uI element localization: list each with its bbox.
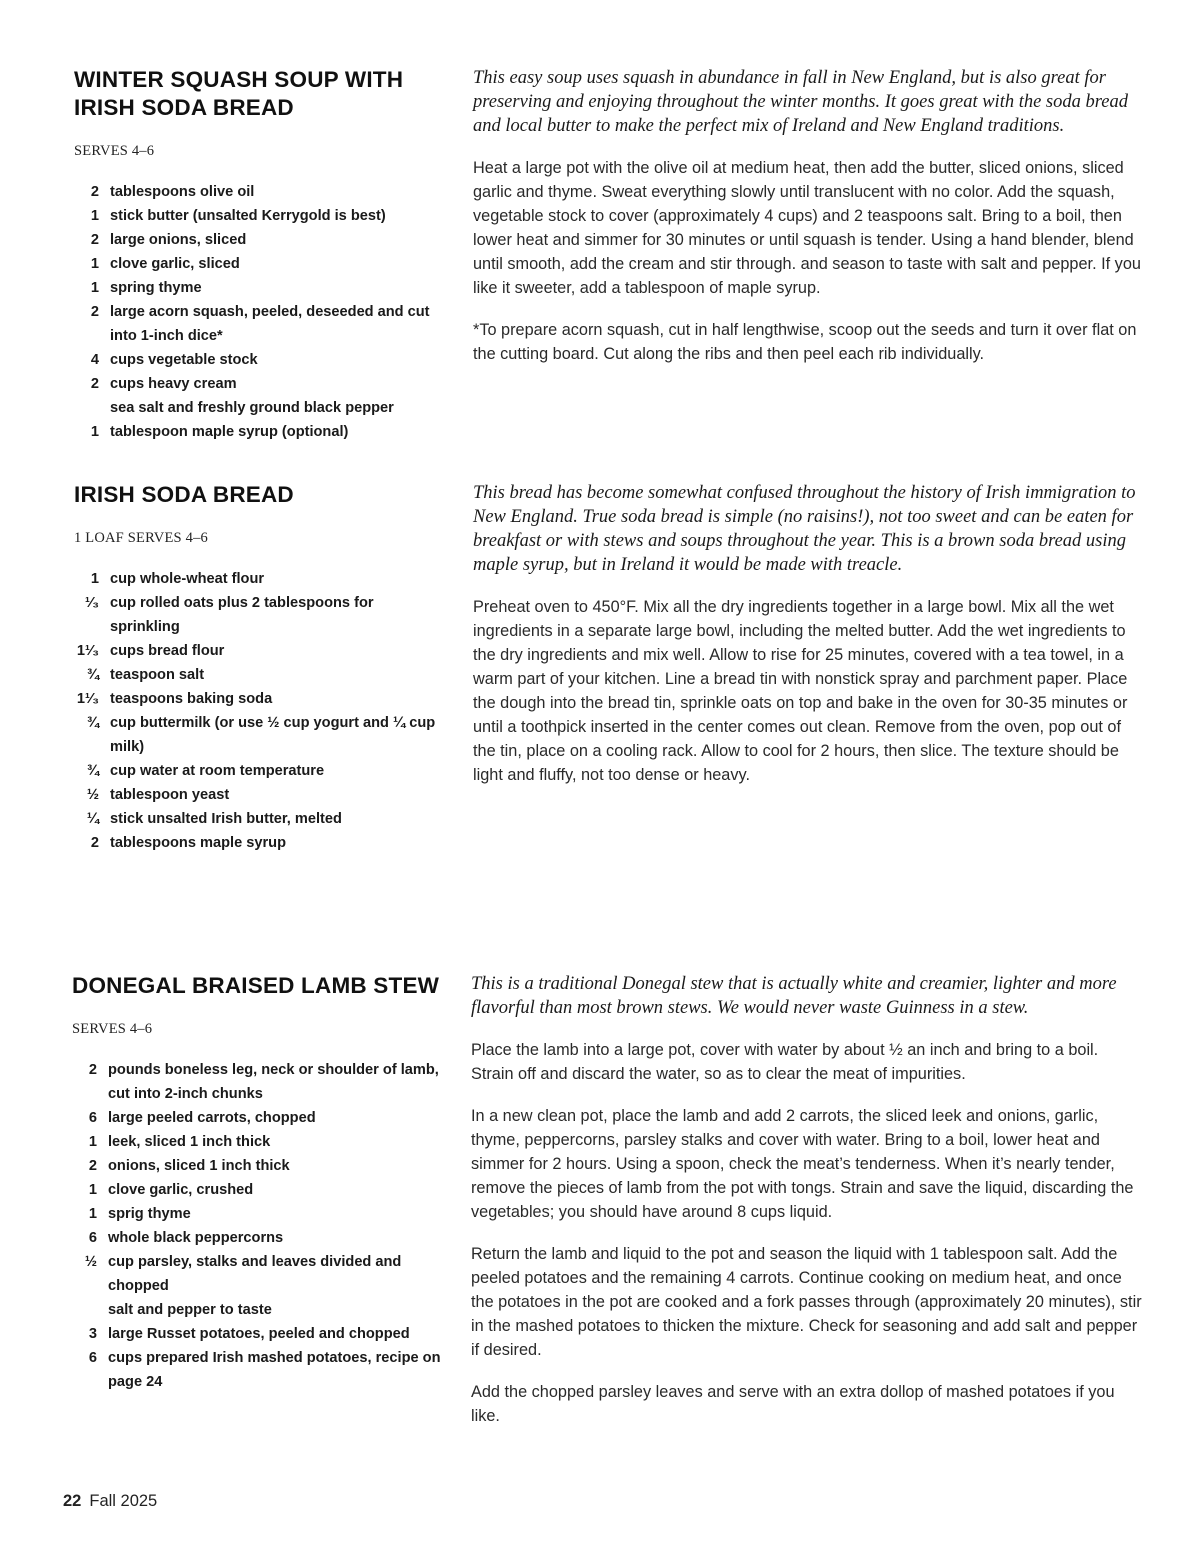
ingredient-text: salt and pepper to taste — [108, 1302, 272, 1318]
ingredient-quantity: 2 — [90, 304, 99, 320]
ingredient-quantity: ½ — [84, 1254, 97, 1270]
ingredient-item — [72, 1322, 444, 1346]
ingredient-text: cups vegetable stock — [110, 352, 258, 368]
ingredient-quantity: 2 — [90, 184, 99, 200]
recipe-title: WINTER SQUASH SOUP WITH IRISH SODA BREAD — [74, 67, 404, 120]
ingredient-text: cup whole-wheat flour — [110, 571, 265, 587]
ingredient-item — [74, 228, 446, 252]
ingredient-quantity: ¼ — [86, 811, 99, 827]
ingredient-text: cups bread flour — [110, 643, 225, 659]
ingredient-quantity — [72, 1298, 108, 1322]
issue-label: Fall 2025 — [89, 1492, 158, 1510]
ingredient-item — [74, 783, 446, 807]
ingredient-quantity: 1 — [88, 1206, 97, 1222]
ingredient-text: clove garlic, sliced — [110, 256, 240, 272]
ingredient-item — [74, 372, 446, 396]
ingredient-text: stick butter (unsalted Kerrygold is best) — [110, 208, 386, 224]
ingredient-quantity: 1 — [90, 256, 99, 272]
ingredient-text: cups heavy cream — [110, 376, 237, 392]
ingredient-item — [74, 567, 446, 591]
ingredient-quantity: 1 — [88, 1134, 97, 1150]
ingredient-text: tablespoons olive oil — [110, 184, 255, 200]
method-paragraph: In a new clean pot, place the lamb and add 2 carrots, the sliced leek and onions, garlic, thyme, peppercorns, parsley stalks and cover with water. Bring to a boil, lower heat and simmer for 2 hours. Using a spoon, check the meat’s tenderness. When it’s nearly tender, remove the pieces of lamb from the pot with tongs. Strain and save the liquid, discarding the vegetables; you should have around 8 cups liquid. — [471, 1107, 1134, 1221]
method-paragraph: Heat a large pot with the olive oil at medium heat, then add the butter, sliced onions, sliced garlic and thyme. Sweat everything slowly until translucent with no color. Add the squash, vegetable stock to cover (approximately 4 cups) and 2 teaspoons salt. Bring to a boil, then lower heat and simmer for 30 minutes or until squash is tender. Using a hand blender, blend until smooth, add the cream and stir through. and season to taste with salt and pepper. If you like it sweeter, add a tablespoon of maple syrup. — [473, 159, 1141, 297]
ingredient-quantity: 2 — [88, 1158, 97, 1174]
method-paragraph: Return the lamb and liquid to the pot and season the liquid with 1 tablespoon salt. Add the peeled potatoes and the remaining 4 carrots. Continue cooking on medium heat, and once the potatoes in the pot are cooked and a fork passes through (approximately 20 minutes), stir in the mashed potatoes to thicken the mixture. Check for seasoning and add salt and pepper if desired. — [471, 1245, 1142, 1359]
ingredient-text: tablespoon maple syrup (optional) — [110, 424, 349, 440]
ingredient-item — [72, 1154, 444, 1178]
ingredient-item — [72, 1250, 444, 1298]
ingredient-item — [74, 348, 446, 372]
ingredient-text: whole black peppercorns — [108, 1230, 284, 1246]
serves-label: 1 LOAF SERVES 4–6 — [74, 530, 208, 546]
ingredient-text: teaspoon salt — [110, 667, 205, 683]
ingredient-item — [72, 1178, 444, 1202]
ingredients-column — [74, 481, 446, 855]
method-paragraph: Add the chopped parsley leaves and serve with an extra dollop of mashed potatoes if you like. — [471, 1383, 1115, 1425]
ingredient-quantity: 1 — [90, 280, 99, 296]
ingredient-item — [74, 420, 446, 444]
method-column — [473, 66, 1145, 366]
ingredient-text: cup parsley, stalks and leaves divided and chopped — [108, 1254, 402, 1294]
ingredient-text: spring thyme — [110, 280, 202, 296]
ingredient-text: tablespoons maple syrup — [110, 835, 286, 851]
ingredient-item — [72, 1130, 444, 1154]
recipe-title: DONEGAL BRAISED LAMB STEW — [72, 973, 440, 998]
ingredient-quantity: 1 — [90, 208, 99, 224]
ingredient-quantity: 2 — [90, 835, 99, 851]
ingredient-quantity: 1¹⁄₃ — [76, 691, 99, 707]
ingredient-quantity: 1 — [90, 571, 99, 587]
method-note: *To prepare acorn squash, cut in half lengthwise, scoop out the seeds and turn it over flat on the cutting board. Cut along the ribs and then peel each rib individually. — [473, 321, 1137, 363]
ingredients-column — [74, 66, 446, 444]
ingredient-text: cup rolled oats plus 2 tablespoons for sprinkling — [110, 595, 374, 635]
ingredient-item — [74, 639, 446, 663]
ingredient-item — [74, 204, 446, 228]
ingredient-list — [74, 567, 446, 855]
method-paragraph: Place the lamb into a large pot, cover with water by about ½ an inch and bring to a boil. Strain off and discard the water, so as to clear the meat of impurities. — [471, 1041, 1099, 1083]
ingredient-text: cup water at room temperature — [110, 763, 325, 779]
ingredient-list — [74, 180, 446, 444]
ingredient-text: sprig thyme — [108, 1206, 191, 1222]
ingredient-quantity: 4 — [90, 352, 99, 368]
ingredient-item — [74, 276, 446, 300]
ingredient-quantity: ¾ — [86, 763, 99, 779]
page-footer — [63, 1490, 157, 1512]
ingredient-item — [72, 1226, 444, 1250]
method-column — [471, 972, 1143, 1428]
ingredient-item — [74, 711, 446, 759]
ingredient-item — [72, 1058, 444, 1106]
ingredient-item — [72, 1298, 444, 1322]
ingredient-text: clove garlic, crushed — [108, 1182, 254, 1198]
ingredient-text: cups prepared Irish mashed potatoes, recipe on page 24 — [108, 1350, 441, 1390]
method-paragraph: Preheat oven to 450°F. Mix all the dry ingredients together in a large bowl. Mix all the wet ingredients in a separate large bowl, including the melted butter. Add the wet ingredients to the dry ingredients and mix well. Allow to rise for 25 minutes, covered with a tea towel, in a warm part of your kitchen. Line a bread tin with nonstick spray and parchment paper. Place the dough into the bread tin, sprinkle oats on top and bake in the oven for 30-35 minutes or until a toothpick inserted in the center comes out clean. Remove from the oven, pop out of the tin, place on a cooling rack. Allow to cool for 2 hours, then slice. The texture should be light and fluffy, not too dense or heavy. — [473, 598, 1128, 784]
ingredient-quantity: 1 — [90, 424, 99, 440]
ingredient-quantity: 2 — [90, 232, 99, 248]
ingredients-column — [72, 972, 444, 1394]
ingredient-text: large acorn squash, peeled, deseeded and cut into 1-inch dice* — [110, 304, 430, 344]
ingredient-text: tablespoon yeast — [110, 787, 230, 803]
ingredient-text: large peeled carrots, chopped — [108, 1110, 316, 1126]
ingredient-text: teaspoons baking soda — [110, 691, 273, 707]
ingredient-item — [74, 180, 446, 204]
ingredient-quantity: 1¹⁄₃ — [76, 643, 99, 659]
ingredient-text: sea salt and freshly ground black pepper — [110, 400, 394, 416]
ingredient-quantity: 1 — [88, 1182, 97, 1198]
ingredient-text: leek, sliced 1 inch thick — [108, 1134, 271, 1150]
ingredient-item — [72, 1106, 444, 1130]
recipe-intro: This easy soup uses squash in abundance in fall in New England, but is also great for preserving and enjoying throughout the winter months. It goes great with the soda bread and local butter to make the perfect mix of Ireland and New England traditions. — [473, 68, 1128, 136]
ingredient-quantity: 6 — [88, 1230, 97, 1246]
method-column — [473, 481, 1145, 787]
ingredient-quantity: 6 — [88, 1350, 97, 1366]
ingredient-text: cup buttermilk (or use ½ cup yogurt and ¼ cup milk) — [110, 715, 436, 755]
ingredient-quantity: ¾ — [86, 667, 99, 683]
ingredient-item — [74, 663, 446, 687]
ingredient-item — [74, 396, 446, 420]
recipe-title: IRISH SODA BREAD — [74, 482, 294, 507]
ingredient-quantity: 3 — [88, 1326, 97, 1342]
ingredient-item — [72, 1346, 444, 1394]
ingredient-item — [72, 1202, 444, 1226]
ingredient-quantity: ¹⁄₃ — [84, 595, 99, 611]
recipe-intro: This bread has become somewhat confused throughout the history of Irish immigration to New England. True soda bread is simple (no raisins!), not too sweet and can be eaten for breakfast or with stews and soups throughout the year. This is a brown soda bread using maple syrup, but in Ireland it would be made with treacle. — [473, 483, 1136, 575]
ingredient-text: onions, sliced 1 inch thick — [108, 1158, 290, 1174]
ingredient-item — [74, 252, 446, 276]
ingredient-text: stick unsalted Irish butter, melted — [110, 811, 342, 827]
ingredient-list — [72, 1058, 444, 1394]
ingredient-item — [74, 300, 446, 348]
ingredient-quantity: 2 — [88, 1062, 97, 1078]
ingredient-quantity — [74, 396, 110, 420]
ingredient-item — [74, 759, 446, 783]
ingredient-text: large onions, sliced — [110, 232, 247, 248]
ingredient-quantity: ½ — [86, 787, 99, 803]
ingredient-text: large Russet potatoes, peeled and chopped — [108, 1326, 410, 1342]
ingredient-item — [74, 807, 446, 831]
page-number: 22 — [63, 1492, 82, 1510]
ingredient-item — [74, 687, 446, 711]
ingredient-quantity: 2 — [90, 376, 99, 392]
ingredient-text: pounds boneless leg, neck or shoulder of lamb, cut into 2-inch chunks — [108, 1062, 439, 1102]
ingredient-quantity: 6 — [88, 1110, 97, 1126]
serves-label: SERVES 4–6 — [74, 143, 155, 159]
ingredient-item — [74, 831, 446, 855]
recipe-intro: This is a traditional Donegal stew that is actually white and creamier, lighter and more flavorful than most brown stews. We would never waste Guinness in a stew. — [471, 974, 1117, 1018]
ingredient-item — [74, 591, 446, 639]
serves-label: SERVES 4–6 — [72, 1021, 153, 1037]
ingredient-quantity: ¾ — [86, 715, 99, 731]
